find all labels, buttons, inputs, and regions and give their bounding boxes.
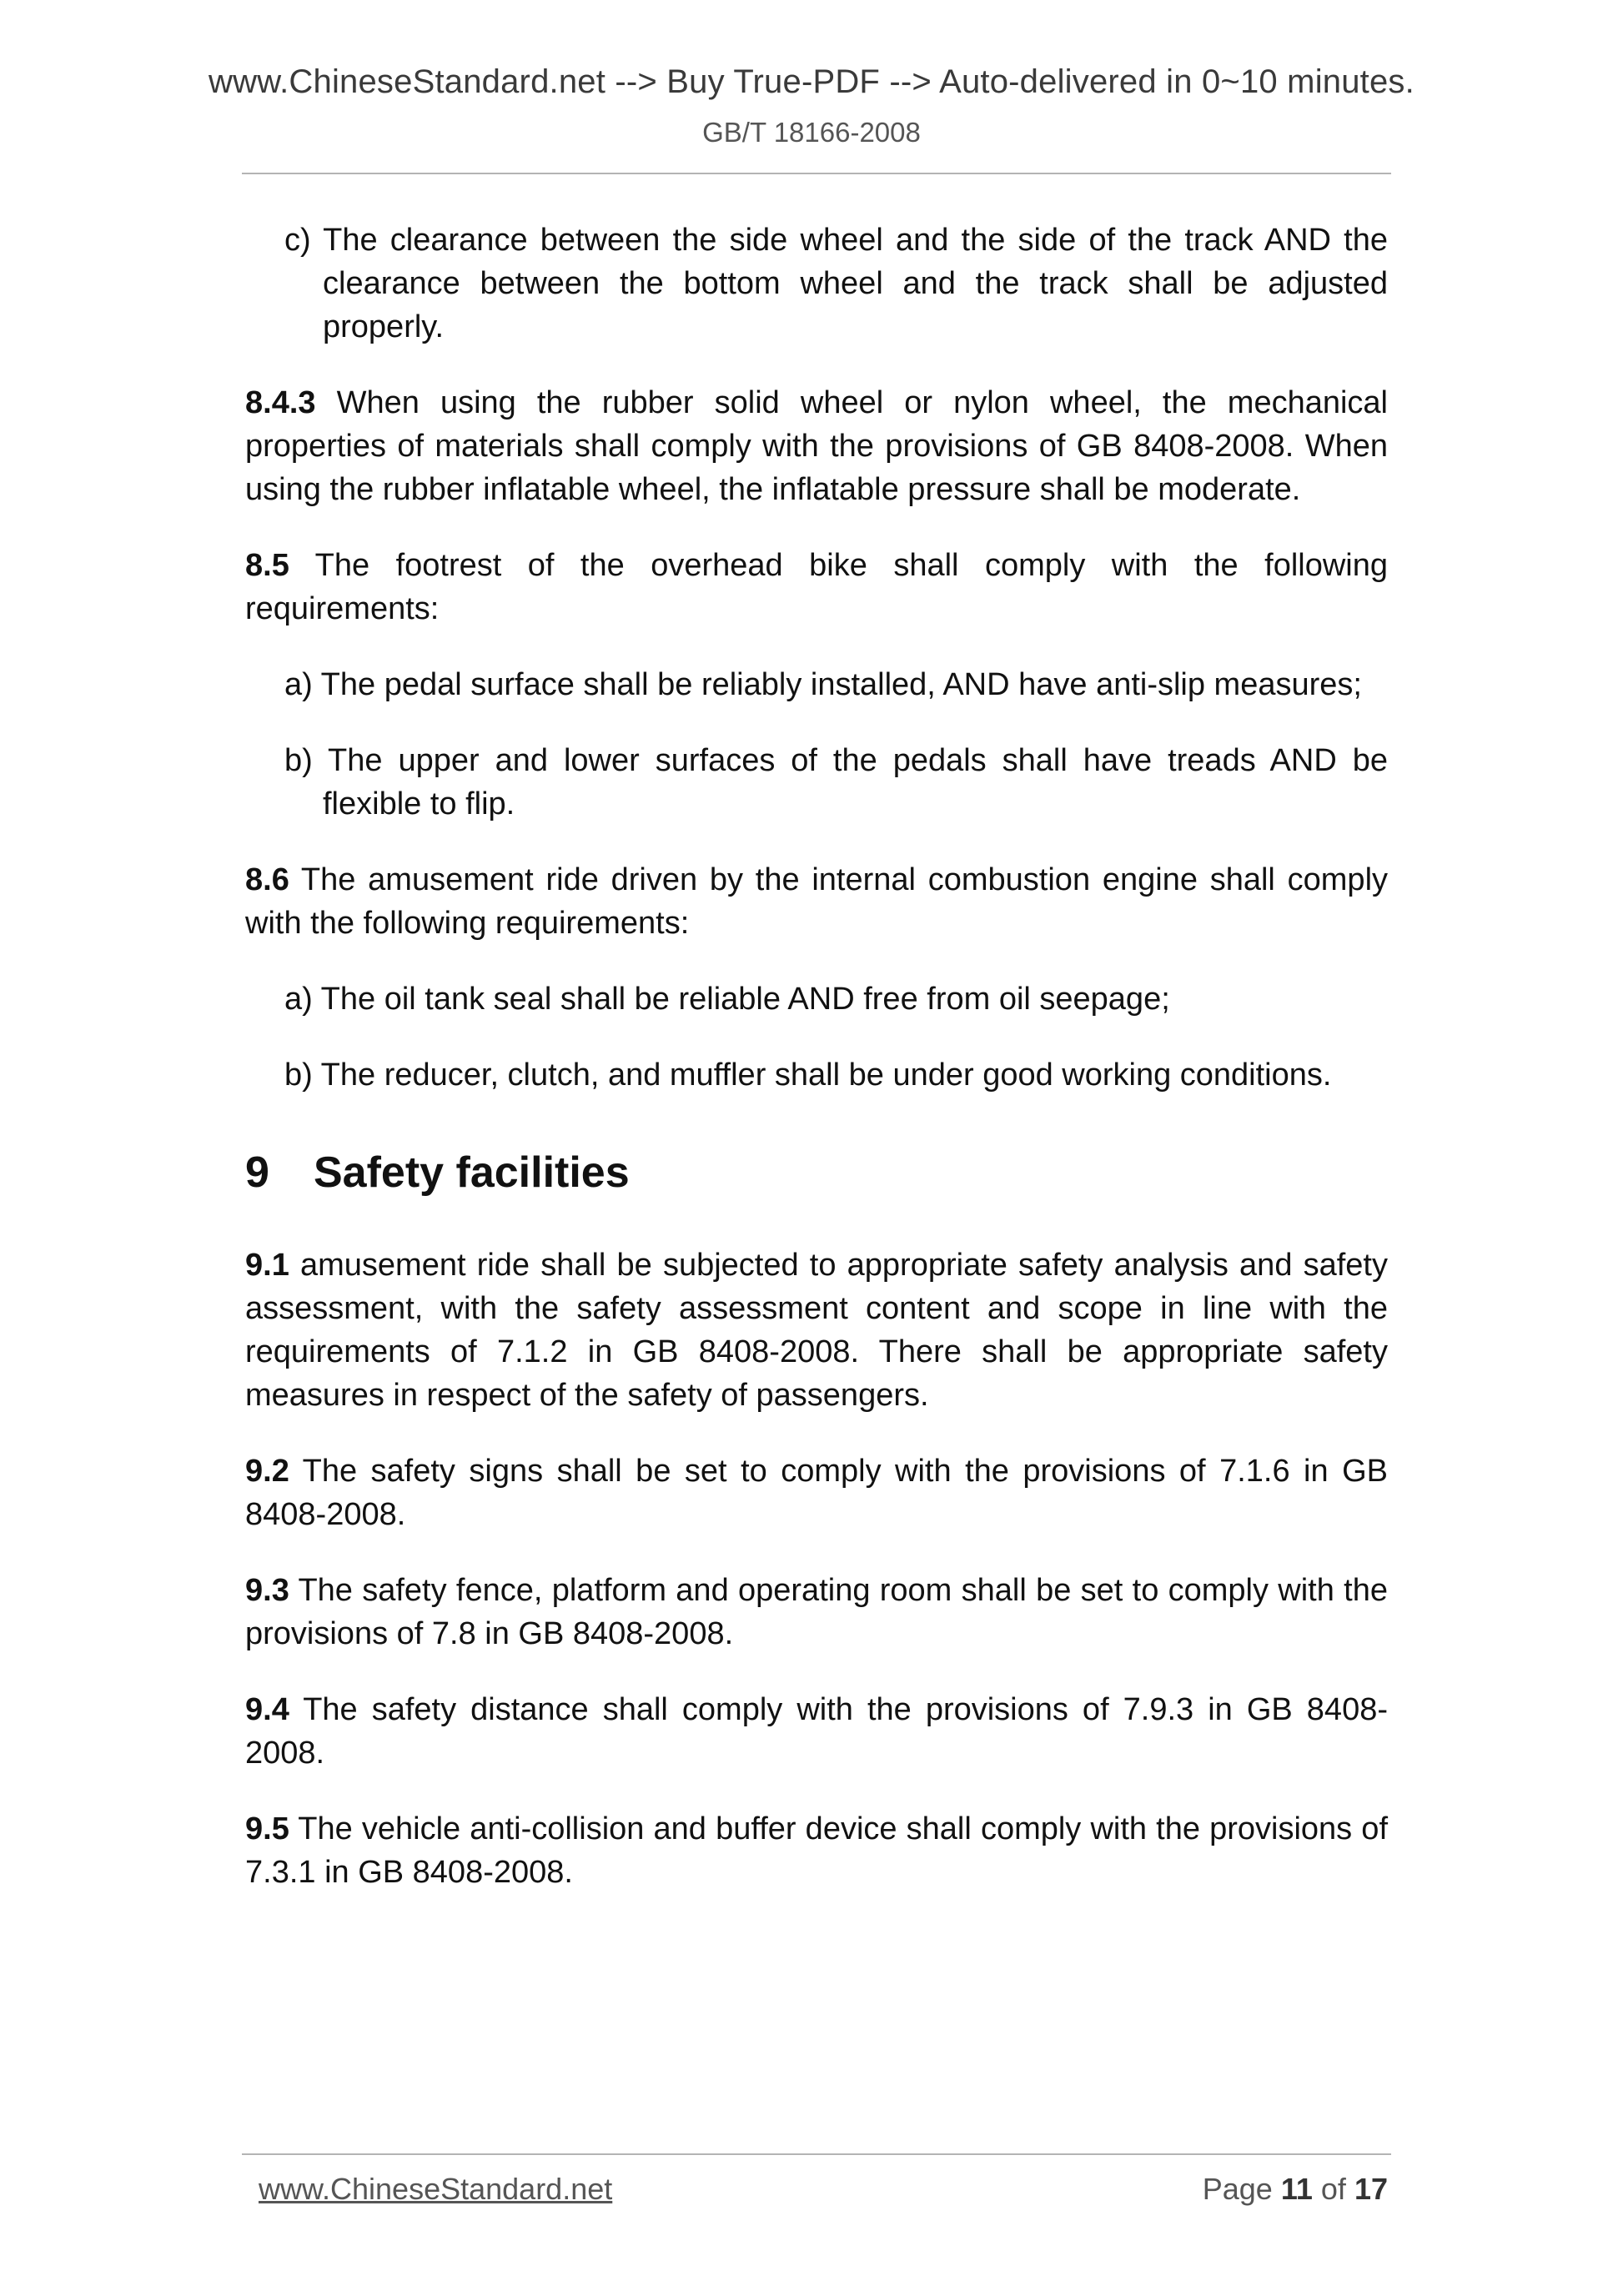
page-total: 17 bbox=[1354, 2172, 1388, 2206]
clause-text: The amusement ride driven by the internal combustion engine shall comply with the following requirements: bbox=[245, 862, 1389, 941]
clause-text: The safety fence, platform and operating room shall be set to comply with the provisions of 7.8 in GB 8408-2008. bbox=[245, 1573, 1388, 1651]
section-number: 9 bbox=[245, 1148, 269, 1197]
clause-9-2 bbox=[245, 1449, 1388, 1536]
clause-number: 9.4 bbox=[245, 1692, 289, 1727]
clause-text: The safety distance shall comply with the provisions of 7.9.3 in GB 8408-2008. bbox=[245, 1692, 1388, 1771]
clause-number: 9.1 bbox=[245, 1248, 289, 1283]
clause-text: amusement ride shall be subjected to appropriate safety analysis and safety assessment, with the safety assessment content and scope in line with the requirements of 7.1.2 in GB 8408-2008. There shall be appropriate safety measures in respect of the safety of passengers. bbox=[245, 1248, 1388, 1413]
list-item-8-6-b: b) The reducer, clutch, and muffler shall be under good working conditions. bbox=[284, 1058, 1332, 1093]
clause-number: 8.4.3 bbox=[245, 385, 316, 420]
page-prefix: Page bbox=[1202, 2172, 1273, 2206]
standard-id: GB/T 18166-2008 bbox=[702, 117, 921, 148]
clause-text: The safety signs shall be set to comply with the provisions of 7.1.6 in GB 8408-2008. bbox=[245, 1454, 1388, 1532]
clause-number: 9.5 bbox=[245, 1811, 289, 1846]
page-current: 11 bbox=[1280, 2172, 1313, 2206]
section-heading-9 bbox=[245, 1146, 1388, 1199]
clause-9-4 bbox=[245, 1688, 1388, 1775]
clause-9-1 bbox=[245, 1243, 1388, 1417]
footer-site-link[interactable]: www.ChineseStandard.net bbox=[259, 2172, 613, 2206]
clause-text: When using the rubber solid wheel or nylon wheel, the mechanical properties of materials shall comply with the provisions of GB 8408-2008. When using the rubber inflatable wheel, the inflatable pressure shall be moderate. bbox=[245, 385, 1388, 507]
clause-number: 8.6 bbox=[245, 862, 289, 897]
list-item-8-4-2-c: c) The clearance between the side wheel and the side of the track AND the clearance between the bottom wheel and the track shall be adjusted properly. bbox=[284, 223, 1388, 344]
clause-9-5 bbox=[245, 1807, 1388, 1894]
header-divider bbox=[242, 173, 1391, 174]
clause-9-3 bbox=[245, 1569, 1388, 1655]
page-of: of bbox=[1320, 2172, 1346, 2206]
page-body bbox=[245, 219, 1388, 1927]
page-indicator bbox=[1203, 2172, 1388, 2207]
clause-text: The footrest of the overhead bike shall comply with the following requirements: bbox=[245, 548, 1389, 626]
list-item-8-5-b: b) The upper and lower surfaces of the pedals shall have treads AND be flexible to flip. bbox=[284, 743, 1388, 821]
footer-divider bbox=[242, 2153, 1391, 2155]
clause-number: 9.3 bbox=[245, 1573, 289, 1608]
clause-8-4-3 bbox=[245, 381, 1388, 511]
clause-8-6 bbox=[245, 858, 1388, 945]
section-title: Safety facilities bbox=[314, 1148, 630, 1197]
header-banner: www.ChineseStandard.net --> Buy True-PDF --> Auto-delivered in 0~10 minutes. bbox=[209, 63, 1414, 100]
clause-text: The vehicle anti-collision and buffer device shall comply with the provisions of 7.3.1 in GB 8408-2008. bbox=[245, 1811, 1389, 1890]
clause-number: 8.5 bbox=[245, 548, 289, 583]
clause-number: 9.2 bbox=[245, 1454, 289, 1489]
clause-8-5 bbox=[245, 544, 1388, 631]
list-item-8-6-a: a) The oil tank seal shall be reliable AND free from oil seepage; bbox=[284, 982, 1170, 1017]
list-item-8-5-a: a) The pedal surface shall be reliably installed, AND have anti-slip measures; bbox=[284, 667, 1362, 702]
